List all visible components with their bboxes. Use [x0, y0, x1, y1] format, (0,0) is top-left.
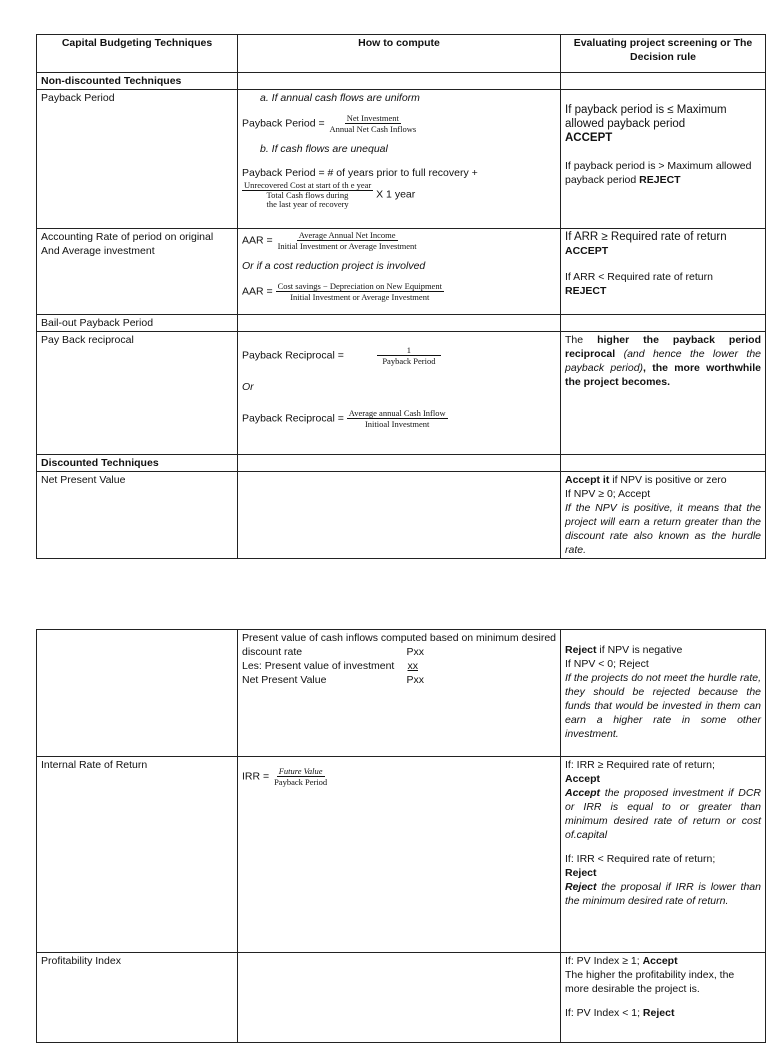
header-technique: Capital Budgeting Techniques: [37, 35, 238, 73]
header-compute: How to compute: [238, 35, 561, 73]
compute-payback-period: a. If annual cash flows are uniform Payback Period = $\frac{\text{Net Investment}}{\text{Annual Net Cash Inflows}}$ b. If cash flows are unequal Payback Period = # of years prior to full recovery + Unrecovered Cost at start of th e year Total Cash flows during the last year of recovery X 1 year: [238, 90, 561, 229]
rule-profitability-index: If: PV Index ≥ 1; Accept The higher the profitability index, the more desirable the project is. If: PV Index < 1; Reject: [561, 953, 766, 1043]
rule-npv-reject: Reject if NPV is negative If NPV < 0; Reject If the projects do not meet the hurdle rate, they should be rejected because the funds that would be invested in them can earn a higher rate in some other investment.: [561, 630, 766, 757]
technique-profitability-index: Profitability Index: [37, 953, 238, 1043]
rule-irr: If: IRR ≥ Required rate of return; Accept Accept the proposed investment if DCR or IRR is equal to or greater than minimum desired rate of return or cost of.capital If: IRR < Required rate of return; Reject Reject the proposal if IRR is lower than the minimum desired rate of return.: [561, 757, 766, 953]
technique-payback-period: Payback Period: [37, 90, 238, 229]
compute-payback-reciprocal: Payback Reciprocal = $\frac{1}{\text{Payback Period}}$ Or Payback Reciprocal = $\frac{\text{Average annual Cash Inflow}}{\text{Initioal Investment}}$: [238, 332, 561, 455]
section-non-discounted: Non-discounted Techniques: [37, 73, 238, 90]
technique-bailout-payback: Bail-out Payback Period: [37, 315, 238, 332]
rule-net-present-value: Accept it if NPV is positive or zero If NPV ≥ 0; Accept If the NPV is positive, it means that the project will earn a return greater than the discount rate also known as the hurdle rate.: [561, 472, 766, 559]
technique-internal-rate-of-return: Internal Rate of Return: [37, 757, 238, 953]
technique-payback-reciprocal: Pay Back reciprocal: [37, 332, 238, 455]
capital-budgeting-table-1: [36, 34, 766, 559]
technique-net-present-value: Net Present Value: [37, 472, 238, 559]
section-discounted: Discounted Techniques: [37, 455, 238, 472]
payback-formula-uniform: Payback Period = $\frac{\text{Net Investment}}{\text{Annual Net Cash Inflows}}$: [242, 113, 417, 134]
rule-payback-period: If payback period is ≤ Maximum allowed payback period ACCEPT If payback period is > Maximum allowed payback period REJECT: [561, 90, 766, 229]
capital-budgeting-table-2: [36, 629, 766, 1043]
compute-irr: IRR = $\frac{\text{Future Value}}{\text{Payback Period}}$: [238, 757, 561, 953]
rule-accounting-rate: If ARR ≥ Required rate of return ACCEPT If ARR < Required rate of return REJECT: [561, 229, 766, 315]
rule-payback-reciprocal: The higher the payback period reciprocal (and hence the lower the payback period), the more worthwhile the project becomes.: [561, 332, 766, 455]
compute-accounting-rate: AAR = $\frac{\text{Average Annual Net Income}}{\text{Initial Investment or Average Investment}}$ Or if a cost reduction project is involved AAR = $\frac{\text{Cost savings − Depreciation on New Equipment}}{\text{Initial Investment or Average Investment}}$: [238, 229, 561, 315]
header-decision-rule: Evaluating project screening or The Decision rule: [561, 35, 766, 73]
technique-accounting-rate: Accounting Rate of period on original And Average investment: [37, 229, 238, 315]
compute-npv-continued: Present value of cash inflows computed based on minimum desired discount rate Pxx Les: Present value of investment xx Net Present Value Pxx: [238, 630, 561, 757]
payback-formula-unequal: Payback Period = # of years prior to full recovery +: [242, 167, 478, 179]
